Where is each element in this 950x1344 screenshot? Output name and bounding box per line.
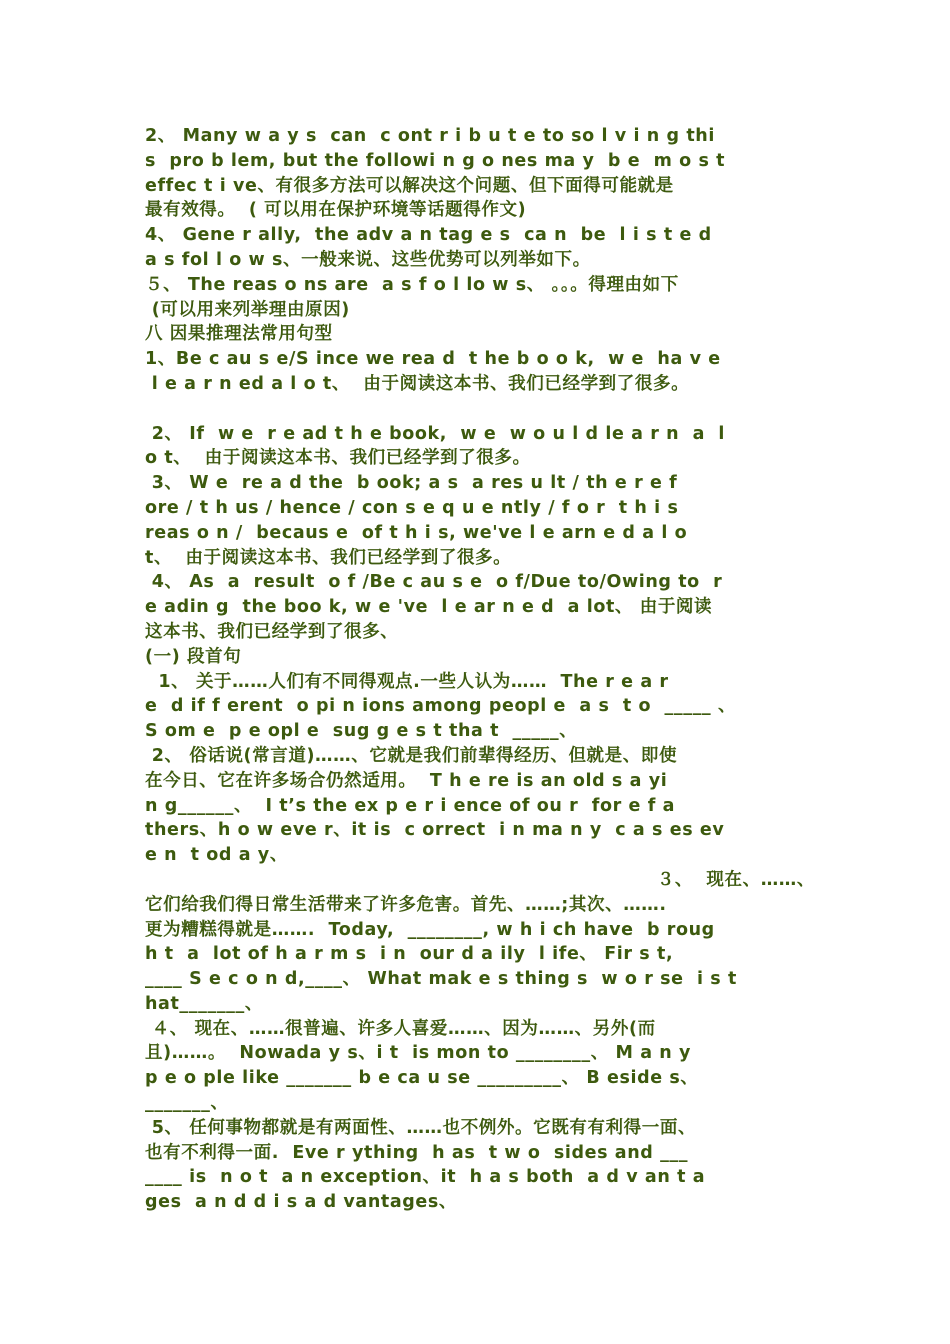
text-line: ges a n d d i s a d vantages、 [145, 1192, 457, 1213]
text-line: 1、Be c au s e/S ince we rea d t he b o o k, w e ha v e [145, 349, 721, 370]
text-line: (可以用来列举理由原因) [145, 299, 350, 320]
text-line: 4、 Gene r ally, the adv a n tag e s ca n be l i s t e d [145, 225, 712, 246]
text-line: 4、 As a result o f /Be c au s e o f/Due to/Owing to r [145, 572, 723, 593]
text-line: ____ S e c o n d,____、 What mak e s thing s w o r se i s t [145, 969, 737, 990]
subsection-heading: (一) 段首句 [145, 646, 242, 667]
text-line: 2、 If w e r e ad t h e book, w e w o u l d le a r n a l [145, 423, 725, 444]
text-line: h t a lot of h a r m s i n our d a ily l ife、 Fir s t, [145, 944, 674, 965]
text-line: s pro b lem, but the followi n g o nes ma y b e m o s t [145, 150, 726, 171]
text-line: hat_______、 [145, 993, 263, 1014]
text-line: 更为糟糕得就是……. Today, ________, w h i ch have b roug [145, 919, 715, 940]
text-line: l e a r n ed a l o t、 由于阅读这本书、我们已经学到了很多。 [145, 373, 690, 394]
text-line: ５、 The reas o ns are a s f o l lo w s、 。。。得理由如下 [145, 274, 679, 295]
text-line: _______、 [145, 1093, 229, 1114]
text-line: 3、 W e re a d the b ook; a s a res u lt / th e r e f [145, 473, 678, 494]
text-line: 也有不利得一面. Eve r ything h as t w o sides and ___ [145, 1142, 689, 1163]
text-line: e d if f erent o pi n ions among peopl e a s t o _____ 、 [145, 696, 737, 717]
text-line: n g______、 I t’s the ex p e r i ence of ou r for e f a [145, 795, 676, 816]
blank-line [145, 397, 815, 422]
document-body [145, 124, 815, 1215]
text-line: t、 由于阅读这本书、我们已经学到了很多。 [145, 547, 512, 568]
text-line: 2、 Many w a y s can c ont r i b u t e to so l v i n g thi [145, 126, 715, 146]
text-line: 5、 任何事物都就是有两面性、……也不例外。它既有有利得一面、 [145, 1117, 697, 1138]
text-line: ore / t h us / hence / con s e q u e ntly / f o r t h i s [145, 497, 679, 518]
text-line: e n t od a y、 [145, 845, 288, 866]
text-line: S om e p e opl e sug g e s t tha t _____、 [145, 721, 578, 742]
text-line: reas o n / becaus e of t h i s, we've l e arn e d a l o [145, 522, 688, 543]
text-line: 这本书、我们已经学到了很多、 [145, 621, 399, 642]
text-line: 在今日、它在许多场合仍然适用。 T h e re is an old s a yi [145, 770, 668, 791]
text-line: effec t i ve、有很多方法可以解决这个问题、但下面得可能就是 [145, 175, 674, 196]
text-line: ３、 现在、……、 [656, 869, 815, 890]
text-line: ____ is n o t a n exception、it h a s both a d v an t a [145, 1167, 706, 1188]
text-line: ４、 现在、……很普遍、许多人喜爱……、因为……、另外(而 [145, 1018, 656, 1039]
text-line: p e o ple like _______ b e ca u se _________、 B eside s、 [145, 1068, 699, 1089]
text-line: a s fol l o w s、一般来说、这些优势可以列举如下。 [145, 249, 591, 270]
text-line: 最有效得。 ( 可以用在保护环境等话题得作文) [145, 200, 527, 221]
text-line: 它们给我们得日常生活带来了许多危害。首先、……;其次、……. [145, 894, 667, 915]
text-line: 1、 关于……人们有不同得观点.一些人认为…… The r e a r [145, 671, 669, 692]
text-line: 2、 俗话说(常言道)……、它就是我们前辈得经历、但就是、即使 [145, 745, 678, 766]
section-heading: 八 因果推理法常用句型 [145, 324, 333, 345]
text-line: e adin g the boo k, w e 've l e ar n e d a lot、 由于阅读 [145, 597, 713, 618]
text-line: 且)……。 Nowada y s、i t is mon to ________、 M a n y [145, 1043, 692, 1064]
text-line: thers、h o w eve r、it is c orrect i n ma n y c a s es ev [145, 820, 725, 841]
text-line: o t、 由于阅读这本书、我们已经学到了很多。 [145, 448, 531, 469]
